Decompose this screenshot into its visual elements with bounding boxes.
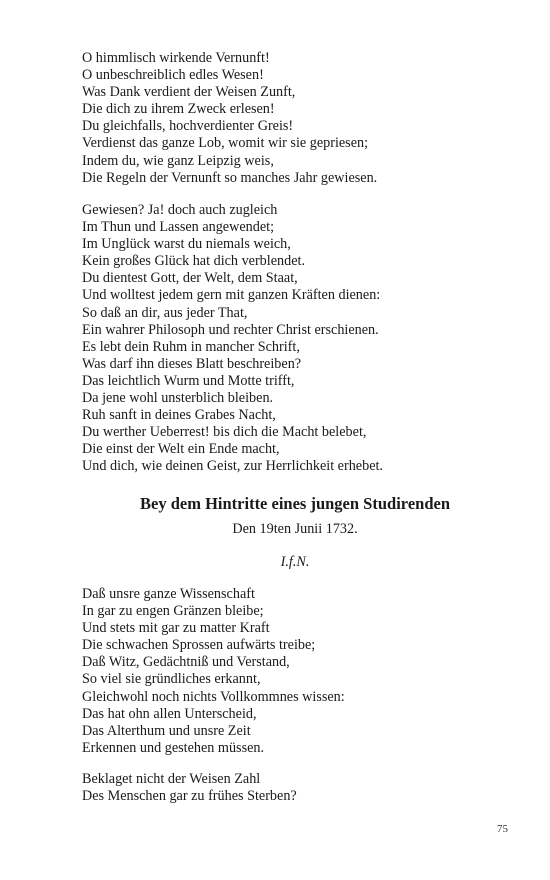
poem-initials: I.f.N. [280, 554, 310, 570]
verse-line: So daß an dir, aus jeder That, [82, 304, 248, 321]
verse-line: Das hat ohn allen Unterscheid, [82, 705, 257, 722]
verse-line: Ruh sanft in deines Grabes Nacht, [82, 407, 276, 424]
verse-line: Es lebt dein Ruhm in mancher Schrift, [82, 338, 300, 355]
verse-line: Ein wahrer Philosoph und rechter Christ erschienen. [82, 321, 379, 338]
verse-line: Was Dank verdient der Weisen Zunft, [82, 84, 296, 101]
stanza [82, 50, 502, 187]
verse-line: O himmlisch wirkende Vernunft! [82, 50, 270, 66]
verse-line: O unbeschreiblich edles Wesen! [82, 67, 264, 84]
verse-line: Im Unglück warst du niemals weich, [82, 236, 291, 253]
verse-line: Und stets mit gar zu matter Kraft [82, 620, 270, 637]
verse-line: Daß Witz, Gedächtniß und Verstand, [82, 654, 290, 671]
verse-line: Du werther Ueberrest! bis dich die Macht belebet, [82, 424, 367, 441]
verse-line: Erkennen und gestehen müssen. [82, 739, 265, 756]
verse-line: Gewiesen? Ja! doch auch zugleich [82, 202, 278, 218]
poem-title: Bey dem Hintritte eines jungen Studirenden [140, 494, 450, 513]
stanza [82, 202, 502, 476]
verse-line: Gleichwohl noch nichts Vollkommnes wissen: [82, 688, 345, 705]
verse-line: So viel sie gründliches erkannt, [82, 671, 261, 688]
verse-line: Die einst der Welt ein Ende macht, [82, 441, 280, 458]
verse-line: Und wolltest jedem gern mit ganzen Kräften dienen: [82, 287, 381, 304]
verse-line: Du dientest Gott, der Welt, dem Staat, [82, 270, 298, 287]
verse-line: Du gleichfalls, hochverdienter Greis! [82, 118, 294, 135]
verse-line: Was darf ihn dieses Blatt beschreiben? [82, 355, 302, 372]
stanza [82, 586, 502, 757]
verse-line: Das leichtlich Wurm und Motte trifft, [82, 372, 295, 389]
verse-line: Daß unsre ganze Wissenschaft [82, 586, 255, 602]
verse-line: Und dich, wie deinen Geist, zur Herrlichkeit erhebet. [82, 458, 383, 475]
stanza [82, 771, 502, 805]
verse-line: Die schwachen Sprossen aufwärts treibe; [82, 637, 316, 654]
verse-line: Da jene wohl unsterblich bleiben. [82, 390, 274, 407]
verse-line: Das Alterthum und unsre Zeit [82, 722, 251, 739]
verse-line: Beklaget nicht der Weisen Zahl [82, 771, 261, 787]
verse-line: Indem du, wie ganz Leipzig weis, [82, 152, 274, 169]
page-number: 75 [497, 823, 508, 835]
verse-line: Die Regeln der Vernunft so manches Jahr gewiesen. [82, 169, 378, 186]
verse-line: Kein großes Glück hat dich verblendet. [82, 253, 305, 270]
verse-line: Des Menschen gar zu frühes Sterben? [82, 788, 297, 805]
verse-line: Verdienst das ganze Lob, womit wir sie gepriesen; [82, 135, 369, 152]
verse-line: In gar zu engen Gränzen bleibe; [82, 603, 264, 620]
poem-date: Den 19ten Junii 1732. [232, 521, 358, 537]
verse-line: Die dich zu ihrem Zweck erlesen! [82, 101, 275, 118]
verse-line: Im Thun und Lassen angewendet; [82, 219, 275, 236]
